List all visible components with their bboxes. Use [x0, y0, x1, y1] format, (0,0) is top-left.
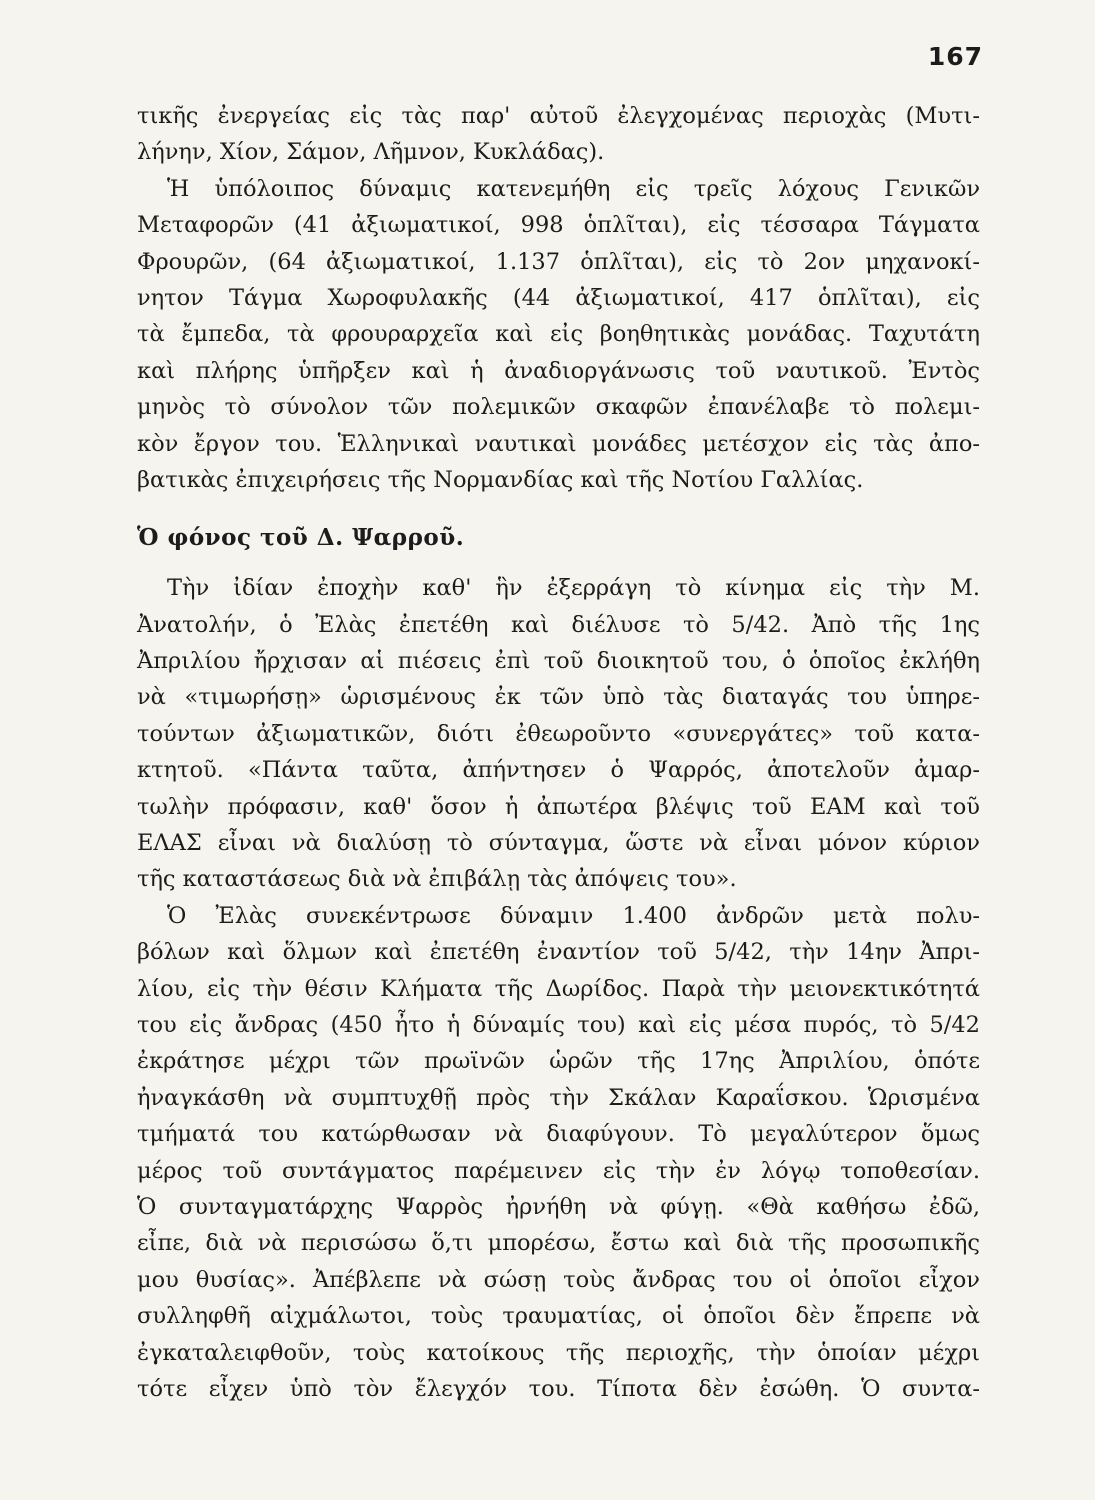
- text-line: νητον Τάγμα Χωροφυλακῆς (44 ἀξιωματικοί, 417 ὁπλῖται), εἰς: [137, 284, 980, 311]
- text-line: Ἡ ὑπόλοιπος δύναμις κατενεμήθη εἰς τρεῖς λόχους Γενικῶν: [167, 175, 980, 202]
- body-text: [137, 98, 980, 1407]
- text-line: Ὁ συνταγματάρχης Ψαρρὸς ἠρνήθη νὰ φύγῃ. «Θὰ καθήσω ἐδῶ,: [137, 1193, 980, 1220]
- text-line: τὰ ἔμπεδα, τὰ φρουραρχεῖα καὶ εἰς βοηθητικὰς μονάδας. Ταχυτάτη: [137, 321, 980, 348]
- text-line: ΕΛΑΣ εἶναι νὰ διαλύσῃ τὸ σύνταγμα, ὥστε νὰ εἶναι μόνον κύριον: [137, 830, 980, 857]
- text-line: Ἀπριλίου ἤρχισαν αἱ πιέσεις ἐπὶ τοῦ διοικητοῦ του, ὁ ὁποῖος ἐκλήθη: [137, 648, 980, 675]
- text-line: Φρουρῶν, (64 ἀξιωματικοί, 1.137 ὁπλῖται), εἰς τὸ 2ον μηχανοκί-: [137, 248, 980, 275]
- text-line: Μεταφορῶν (41 ἀξιωματικοί, 998 ὁπλῖται), εἰς τέσσαρα Τάγματα: [137, 212, 980, 239]
- text-line: τῆς καταστάσεως διὰ νὰ ἐπιβάλῃ τὰς ἀπόψεις του».: [137, 866, 737, 893]
- text-line: ἐγκαταλειφθοῦν, τοὺς κατοίκους τῆς περιοχῆς, τὴν ὁποίαν μέχρι: [137, 1339, 980, 1366]
- text-line: βόλων καὶ ὅλμων καὶ ἐπετέθη ἐναντίον τοῦ 5/42, τὴν 14ην Ἀπρι-: [137, 939, 980, 966]
- text-line: λήνην, Χίον, Σάμον, Λῆμνον, Κυκλάδας).: [137, 139, 605, 166]
- text-line: τικῆς ἐνεργείας εἰς τὰς παρ' αὐτοῦ ἐλεγχομένας περιοχὰς (Μυτι-: [137, 103, 980, 129]
- text-line: τότε εἶχεν ὑπὸ τὸν ἔλεγχόν του. Τίποτα δὲν ἐσώθη. Ὁ συντα-: [137, 1375, 980, 1402]
- text-line: του εἰς ἄνδρας (450 ἦτο ἡ δύναμίς του) καὶ εἰς μέσα πυρός, τὸ 5/42: [137, 1011, 980, 1038]
- paragraph-block-1: [137, 98, 980, 498]
- text-line: Ἀνατολήν, ὁ Ἐλὰς ἐπετέθη καὶ διέλυσε τὸ 5/42. Ἀπὸ τῆς 1ης: [137, 611, 980, 638]
- text-line: ἠναγκάσθη νὰ συμπτυχθῇ πρὸς τὴν Σκάλαν Καραΐσκου. Ὡρισμένα: [137, 1084, 980, 1111]
- text-line: τμήματά του κατώρθωσαν νὰ διαφύγουν. Τὸ μεγαλύτερον ὅμως: [137, 1121, 980, 1148]
- text-line: λίου, εἰς τὴν θέσιν Κλήματα τῆς Δωρίδος. Παρὰ τὴν μειονεκτικότητά: [137, 975, 980, 1002]
- text-line: βατικὰς ἐπιχειρήσεις τῆς Νορμανδίας καὶ τῆς Νοτίου Γαλλίας.: [137, 466, 864, 493]
- text-line: Τὴν ἰδίαν ἐποχὴν καθ' ἣν ἐξερράγη τὸ κίνημα εἰς τὴν Μ.: [167, 575, 980, 602]
- text-line: ἐκράτησε μέχρι τῶν πρωϊνῶν ὡρῶν τῆς 17ης Ἀπριλίου, ὁπότε: [137, 1048, 980, 1075]
- text-line: τωλὴν πρόφασιν, καθ' ὅσον ἡ ἀπωτέρα βλέψις τοῦ ΕΑΜ καὶ τοῦ: [137, 793, 980, 820]
- text-line: Ὁ Ἐλὰς συνεκέντρωσε δύναμιν 1.400 ἀνδρῶν μετὰ πολυ-: [167, 902, 980, 929]
- text-line: μηνὸς τὸ σύνολον τῶν πολεμικῶν σκαφῶν ἐπανέλαβε τὸ πολεμι-: [137, 394, 980, 421]
- text-line: συλληφθῆ αἰχμάλωτοι, τοὺς τραυματίας, οἱ ὁποῖοι δὲν ἔπρεπε νὰ: [137, 1303, 980, 1330]
- text-line: μέρος τοῦ συντάγματος παρέμεινεν εἰς τὴν ἐν λόγῳ τοποθεσίαν.: [137, 1157, 980, 1184]
- paragraph-block-2: [137, 570, 980, 1407]
- text-line: καὶ πλήρης ὑπῆρξεν καὶ ἡ ἀναδιοργάνωσις τοῦ ναυτικοῦ. Ἐντὸς: [137, 357, 980, 384]
- text-line: μου θυσίας». Ἀπέβλεπε νὰ σώσῃ τοὺς ἄνδρας του οἱ ὁποῖοι εἶχον: [137, 1266, 980, 1293]
- section-heading: Ὁ φόνος τοῦ Δ. Ψαρροῦ.: [137, 524, 465, 552]
- text-line: κτητοῦ. «Πάντα ταῦτα, ἀπήντησεν ὁ Ψαρρός, ἀποτελοῦν ἀμαρ-: [137, 757, 980, 784]
- text-line: κὸν ἔργον του. Ἑλληνικαὶ ναυτικαὶ μονάδες μετέσχον εἰς τὰς ἀπο-: [137, 430, 980, 457]
- text-line: εἶπε, διὰ νὰ περισώσω ὅ,τι μπορέσω, ἔστω καὶ διὰ τῆς προσωπικῆς: [137, 1230, 980, 1257]
- text-line: τούντων ἀξιωματικῶν, διότι ἐθεωροῦντο «συνεργάτες» τοῦ κατα-: [137, 720, 980, 747]
- text-line: νὰ «τιμωρήσῃ» ὡρισμένους ἐκ τῶν ὑπὸ τὰς διαταγάς του ὑπηρε-: [137, 684, 980, 711]
- page-number: 167: [927, 42, 983, 71]
